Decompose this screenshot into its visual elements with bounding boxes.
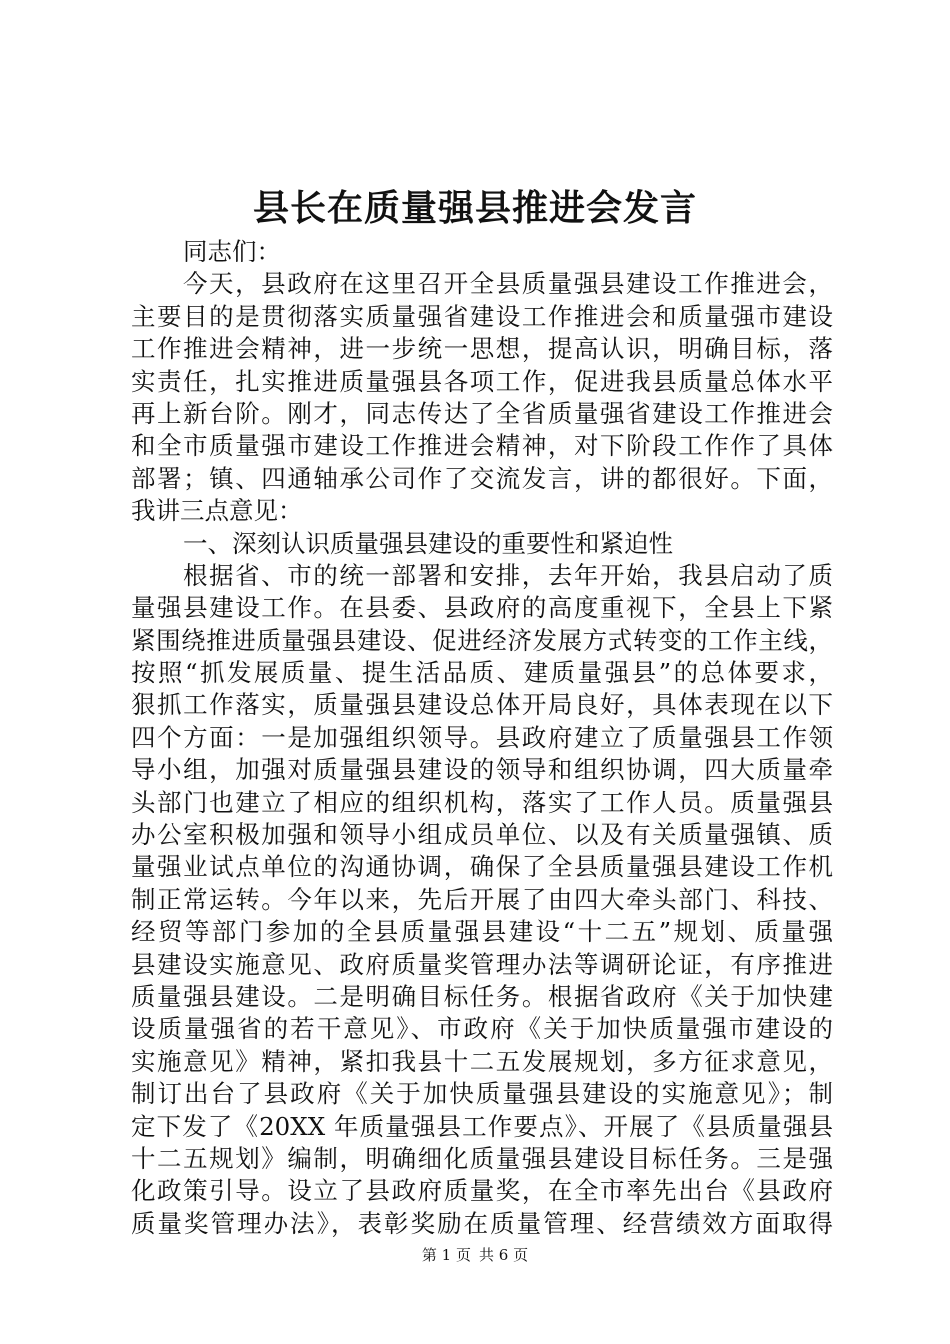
text-line: 实施意见》精神，紧扣我县十二五发展规划，多方征求意见， (131, 1046, 833, 1076)
text-line: 量强业试点单位的沟通协调，确保了全县质量强县建设工作机 (131, 852, 833, 882)
paragraph-2 (131, 560, 833, 1240)
text-line: 质量奖管理办法》，表彰奖励在质量管理、经营绩效方面取得 (131, 1208, 833, 1238)
text-line: 质量强县建设。二是明确目标任务。根据省政府《关于加快建 (131, 981, 833, 1011)
paragraph-1 (131, 268, 833, 527)
text-line: 制正常运转。今年以来，先后开展了由四大牵头部门、科技、 (131, 884, 833, 914)
text-line: 经贸等部门参加的全县质量强县建设“十二五”规划、质量强 (131, 917, 833, 947)
page-total: 共 6 页 (479, 1246, 529, 1264)
text-line: 导小组，加强对质量强县建设的领导和组织协调，四大质量牵 (131, 755, 833, 785)
text-line: 主要目的是贯彻落实质量强省建设工作推进会和质量强市建设 (131, 301, 833, 331)
text-line: 化政策引导。设立了县政府质量奖，在全市率先出台《县政府 (131, 1176, 833, 1206)
salutation: 同志们： (183, 237, 281, 266)
document-title: 县长在质量强县推进会发言 (252, 187, 697, 229)
text-line: 今天，县政府在这里召开全县质量强县建设工作推进会， (183, 269, 833, 299)
text-line: 我讲三点意见： (131, 496, 303, 526)
text-line: 根据省、市的统一部署和安排，去年开始，我县启动了质 (183, 560, 833, 590)
text-line: 实责任，扎实推进质量强县各项工作，促进我县质量总体水平 (131, 366, 833, 396)
text-line: 紧围绕推进质量强县建设、促进经济发展方式转变的工作主线， (131, 625, 833, 655)
text-line: 十二五规划》编制，明确细化质量强县建设目标任务。三是强 (131, 1143, 833, 1173)
text-line: 头部门也建立了相应的组织机构，落实了工作人员。质量强县 (131, 787, 833, 817)
text-line: 部署；镇、四通轴承公司作了交流发言，讲的都很好。下面， (131, 463, 833, 493)
text-line: 四个方面：一是加强组织领导。县政府建立了质量强县工作领 (131, 722, 833, 752)
text-line: 按照“抓发展质量、提生活品质、建质量强县”的总体要求， (131, 658, 833, 688)
text-line: 工作推进会精神，进一步统一思想，提高认识，明确目标，落 (131, 334, 833, 364)
text-line: 和全市质量强市建设工作推进会精神，对下阶段工作作了具体 (131, 431, 833, 461)
text-line: 县建设实施意见、政府质量奖管理办法等调研论证，有序推进 (131, 949, 833, 979)
text-line: 量强县建设工作。在县委、县政府的高度重视下，全县上下紧 (131, 593, 833, 623)
section-heading: 一、深刻认识质量强县建设的重要性和紧迫性 (183, 528, 673, 558)
text-line: 狠抓工作落实，质量强县建设总体开局良好，具体表现在以下 (131, 690, 833, 720)
text-line: 制订出台了县政府《关于加快质量强县建设的实施意见》；制 (131, 1079, 833, 1109)
text-line: 定下发了《20XX 年质量强县工作要点》、开展了《县质量强县 (131, 1111, 833, 1141)
page-footer (0, 1245, 950, 1265)
document-body (131, 236, 833, 1240)
text-line: 再上新台阶。刚才，同志传达了全省质量强省建设工作推进会 (131, 398, 833, 428)
text-line: 办公室积极加强和领导小组成员单位、以及有关质量强镇、质 (131, 820, 833, 850)
page-number: 第 1 页 (421, 1246, 471, 1264)
text-line: 设质量强省的若干意见》、市政府《关于加快质量强市建设的 (131, 1014, 833, 1044)
